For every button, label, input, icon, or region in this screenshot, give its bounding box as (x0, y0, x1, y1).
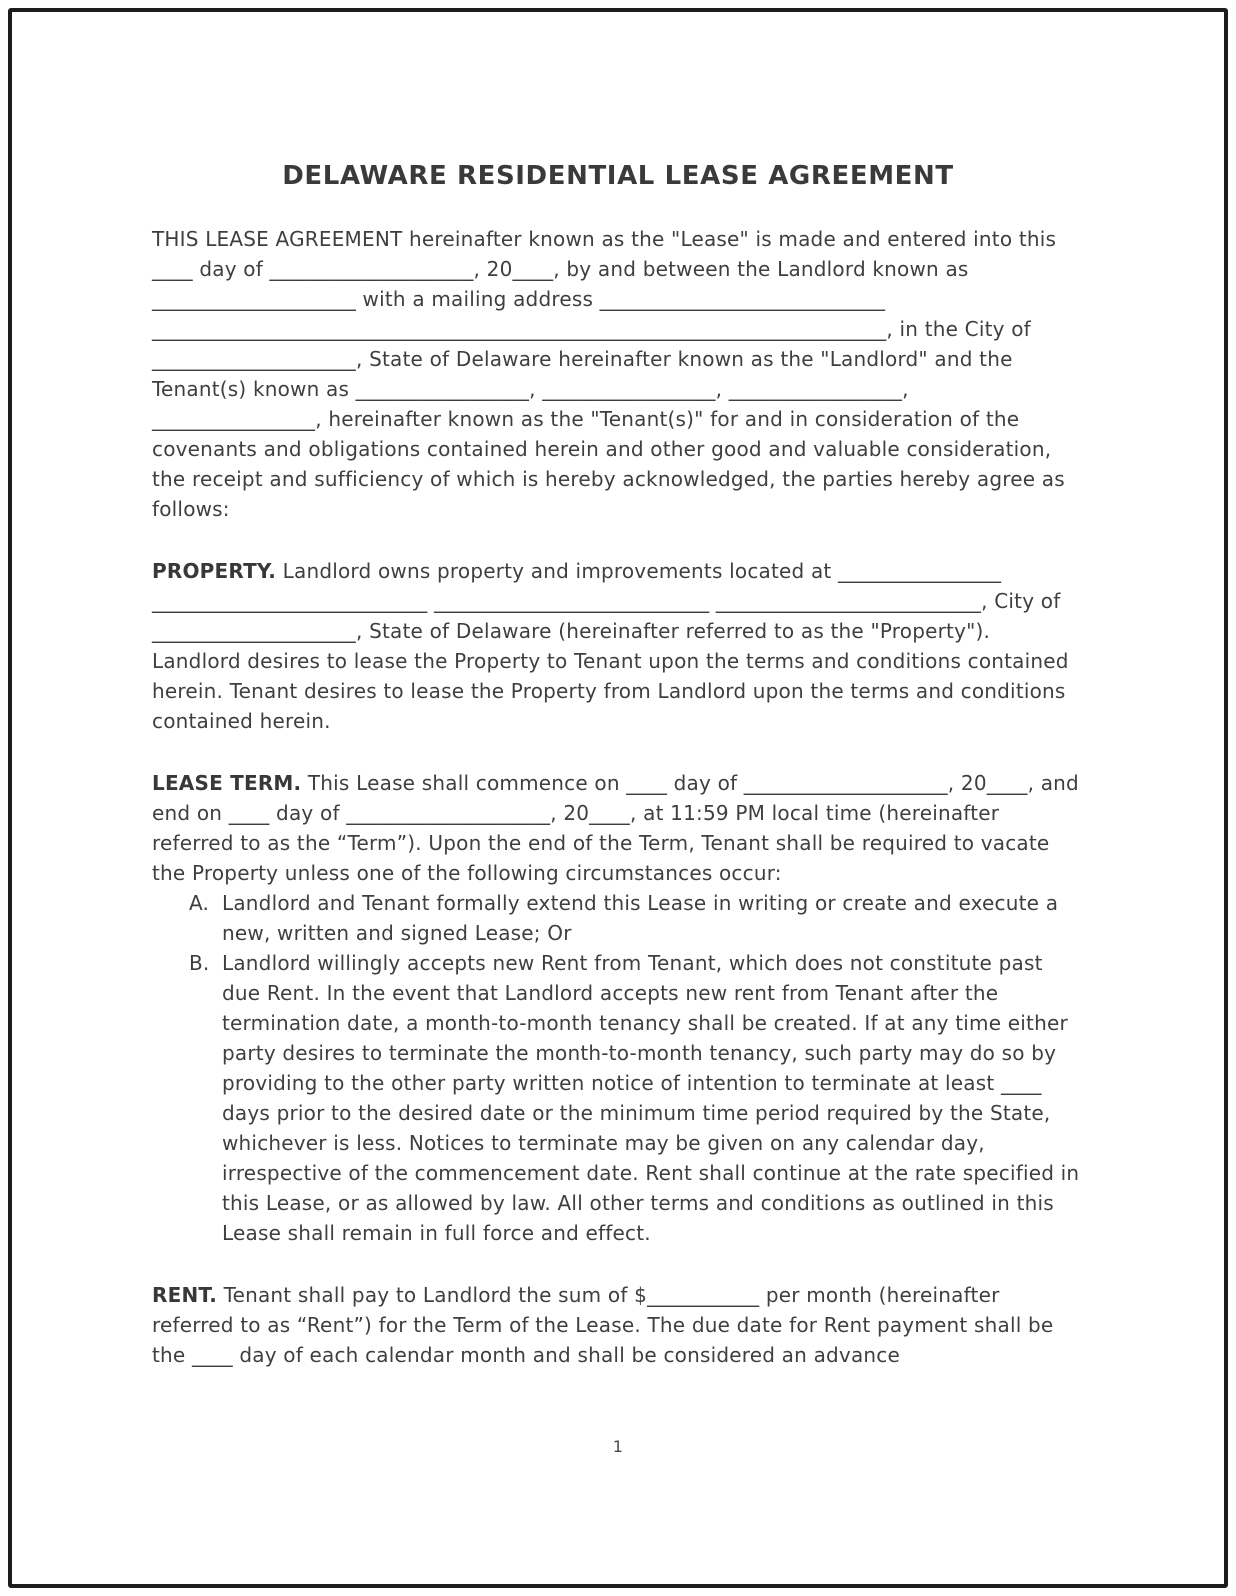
section-property (152, 556, 1084, 736)
section-rent (152, 1280, 1084, 1370)
lease-term-text: This Lease shall commence on ____ day of ____________________, 20____, and end on ____ day of ____________________, 20____, at 11:59 PM local time (hereinafter referred to as the “Term”). Upon the end of the Term, Tenant shall be required to vacate the Property unless one of the following circumstances occur: (152, 771, 1079, 885)
section-lease-term (152, 768, 1084, 888)
page-title: DELAWARE RESIDENTIAL LEASE AGREEMENT (282, 161, 954, 191)
property-text: Landlord owns property and improvements located at ________________ ___________________________ ___________________________ __________________________, City of ____________________, State of Delaware (hereinafter referred to as the "Property"). Landlord desires to lease the Property to Tenant upon the terms and conditions contained herein. Tenant desires to lease the Property from Landlord upon the terms and conditions contained herein. (152, 559, 1069, 733)
list-item-a (189, 888, 1084, 948)
page-number: 1 (612, 1437, 624, 1456)
item-text: Landlord willingly accepts new Rent from Tenant, which does not constitute past due Rent. In the event that Landlord accepts new rent from Tenant after the termination date, a month-to-month tenancy shall be created. If at any time either party desires to terminate the month-to-month tenancy, such party may do so by providing to the other party written notice of intention to terminate at least ____ days prior to the desired date or the minimum time period required by the State, whichever is less. Notices to terminate may be given on any calendar day, irrespective of the commencement date. Rent shall continue at the rate specified in this Lease, or as allowed by law. All other terms and conditions as outlined in this Lease shall remain in full force and effect. (222, 951, 1080, 1245)
item-label: A. (189, 891, 210, 915)
intro-paragraph (152, 224, 1084, 524)
item-text: Landlord and Tenant formally extend this Lease in writing or create and execute a new, written and signed Lease; Or (222, 891, 1059, 945)
document-page (8, 8, 1228, 1588)
property-heading: PROPERTY. (152, 559, 277, 583)
rent-text: Tenant shall pay to Landlord the sum of $___________ per month (hereinafter referred to as “Rent”) for the Term of the Lease. The due date for Rent payment shall be the ____ day of each calendar month and shall be considered an advance (152, 1283, 1054, 1367)
rent-heading: RENT. (152, 1283, 218, 1307)
list-item-b (189, 948, 1084, 1248)
lease-term-heading: LEASE TERM. (152, 771, 302, 795)
item-label: B. (189, 951, 210, 975)
intro-text: THIS LEASE AGREEMENT hereinafter known as the "Lease" is made and entered into this ____ day of ____________________, 20____, by and between the Landlord known as ____________________ with a mailing address ____________________________ ________________________________________________________________________, in the City of ____________________, State of Delaware hereinafter known as the "Landlord" and the Tenant(s) known as _________________, _________________, _________________, ________________, hereinafter known as the "Tenant(s)" for and in consideration of the covenants and obligations contained herein and other good and valuable consideration, the receipt and sufficiency of which is hereby acknowledged, the parties hereby agree as follows: (152, 227, 1065, 521)
lease-term-list (152, 888, 1084, 1248)
